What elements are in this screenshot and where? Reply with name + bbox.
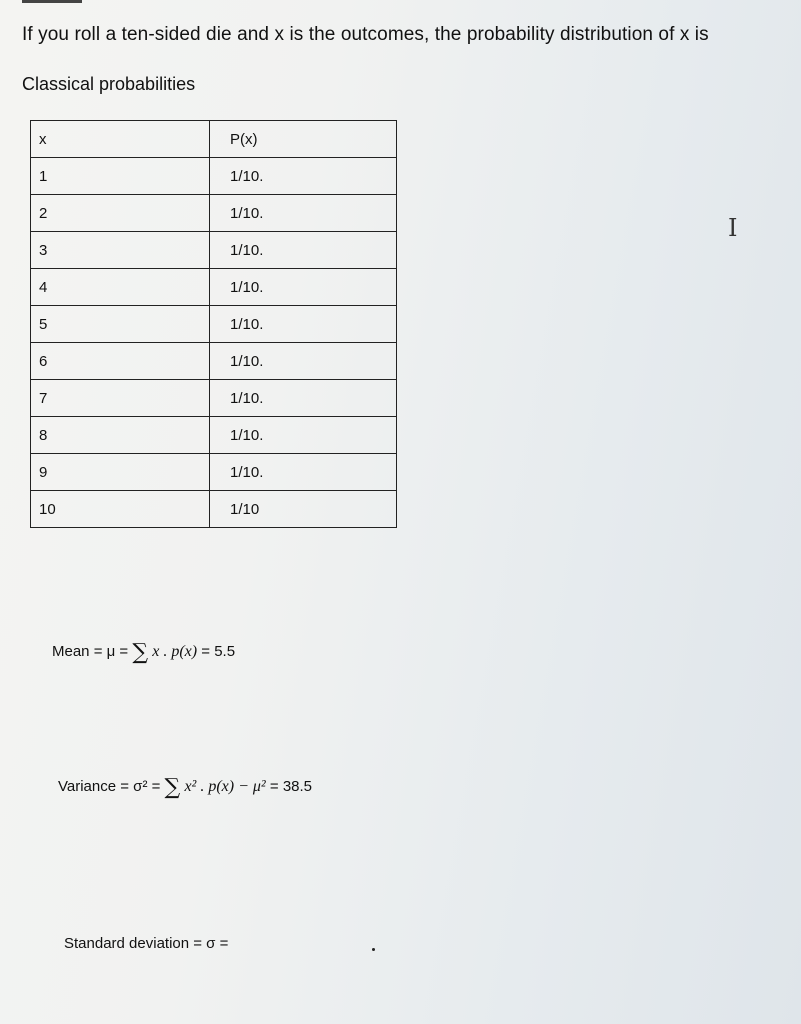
table-header-row	[31, 121, 397, 158]
table-row	[31, 454, 397, 491]
table-row	[31, 380, 397, 417]
variance-expression: x² . p(x) − μ²	[184, 778, 266, 795]
text-cursor-icon: I	[728, 214, 738, 242]
mean-formula	[52, 640, 235, 665]
table-row	[31, 269, 397, 306]
cell-x: 8	[31, 417, 210, 454]
problem-statement: If you roll a ten-sided die and x is the outcomes, the probability distribution of x is	[22, 24, 709, 45]
cell-px: 1/10.	[210, 417, 397, 454]
mean-label: Mean = μ =	[52, 643, 129, 660]
table-row	[31, 195, 397, 232]
cell-px: 1/10.	[210, 195, 397, 232]
cell-px: 1/10.	[210, 306, 397, 343]
column-header-px: P(x)	[210, 121, 397, 158]
cell-x: 4	[31, 269, 210, 306]
cell-px: 1/10.	[210, 232, 397, 269]
cell-px: 1/10.	[210, 269, 397, 306]
probability-distribution-table	[30, 120, 397, 528]
table-row	[31, 417, 397, 454]
mean-expression: x . p(x)	[152, 643, 198, 660]
variance-result: = 38.5	[269, 778, 313, 795]
cell-x: 7	[31, 380, 210, 417]
cell-px: 1/10.	[210, 343, 397, 380]
summation-icon: ∑	[164, 775, 181, 800]
variance-formula	[58, 775, 312, 800]
cell-x: 1	[31, 158, 210, 195]
cell-px: 1/10.	[210, 380, 397, 417]
table-row	[31, 491, 397, 528]
mean-result: = 5.5	[201, 643, 236, 660]
cell-x: 10	[31, 491, 210, 528]
variance-label: Variance = σ² =	[58, 778, 161, 795]
standard-deviation-label: Standard deviation = σ =	[64, 935, 229, 952]
stray-dot	[372, 948, 375, 951]
standard-deviation-formula	[64, 935, 228, 952]
table-row	[31, 158, 397, 195]
table-row	[31, 306, 397, 343]
cell-px: 1/10.	[210, 158, 397, 195]
cell-x: 9	[31, 454, 210, 491]
cell-px: 1/10	[210, 491, 397, 528]
cell-x: 6	[31, 343, 210, 380]
section-subtitle: Classical probabilities	[22, 74, 196, 94]
cell-x: 3	[31, 232, 210, 269]
table-row	[31, 343, 397, 380]
top-divider	[22, 0, 82, 3]
column-header-x: x	[31, 121, 210, 158]
cell-px: 1/10.	[210, 454, 397, 491]
summation-icon: ∑	[132, 640, 149, 665]
cell-x: 2	[31, 195, 210, 232]
cell-x: 5	[31, 306, 210, 343]
table-row	[31, 232, 397, 269]
